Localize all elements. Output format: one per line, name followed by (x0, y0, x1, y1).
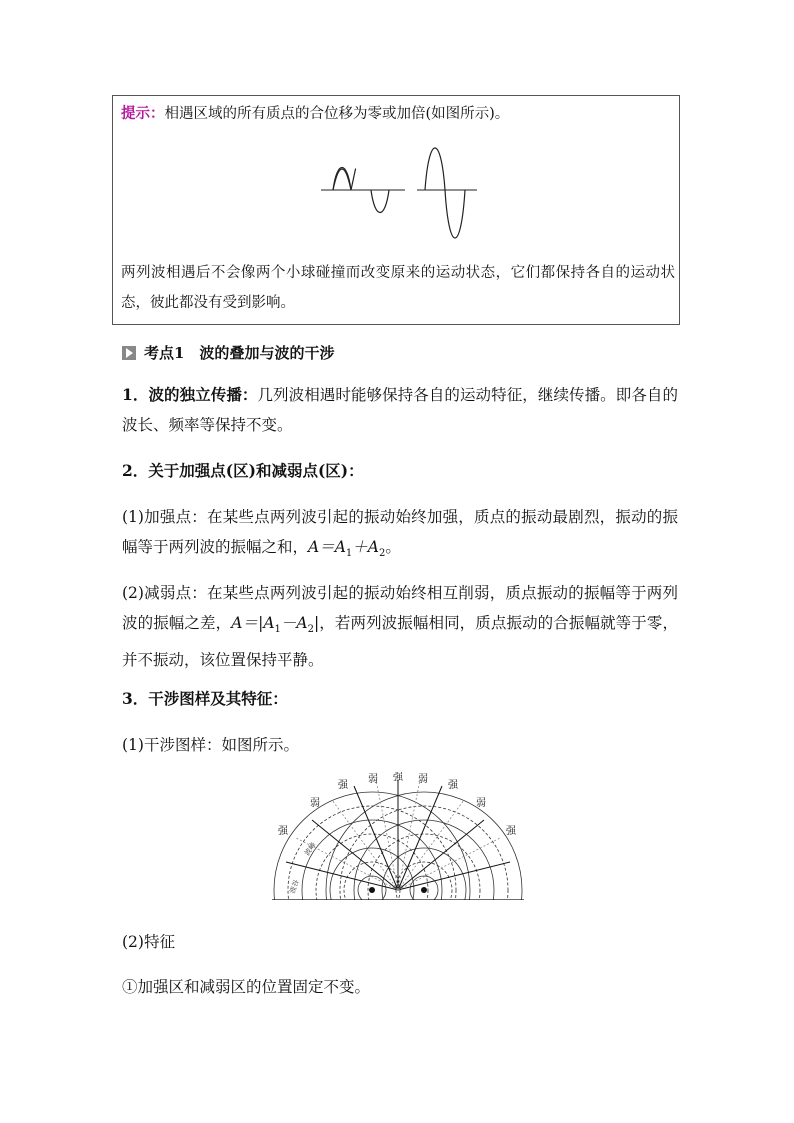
paragraph-8 (122, 972, 678, 1002)
interference-pattern-figure (272, 772, 524, 902)
hint-text: 相遇区域的所有质点的合位移为零或加倍(如图所示)。 (164, 106, 510, 122)
wave-superposition-figure (317, 140, 487, 246)
p3-text: (1)加强点：在某些点两列波引起的振动始终加强，质点的振动最剧烈，振动的振幅等于两列波的振幅之和， (122, 508, 678, 556)
paragraph-4 (122, 578, 678, 675)
p4-formula: A＝|A (231, 614, 275, 632)
p8-text: ①加强区和减弱区的位置固定不变。 (122, 978, 371, 996)
p3-plus: ＋A (352, 538, 379, 556)
p4-text: (2)减弱点：在某些点两列波引起的振动始终相互削弱，质点振动的振幅等于两列波的振幅之差， (122, 584, 678, 632)
hint-paragraph: 两列波相遇后不会像两个小球碰撞而改变原来的运动状态，它们都保持各自的运动状态，彼此都没有受到影响。 (121, 265, 675, 311)
p3-formula: A＝A (308, 538, 346, 556)
p1-head: 1．波的独立传播： (122, 385, 258, 404)
fig-label-6: 强 (448, 780, 458, 791)
fig-label-1: 弱 (310, 798, 320, 809)
p3-sub1: 1 (345, 548, 353, 560)
paragraph-6 (122, 730, 678, 760)
p1-text: 几列波相遇时能够保持各自的运动特征，继续传播。即各自的波长、频率等保持不变。 (122, 386, 678, 434)
p4-sub1: 1 (274, 624, 281, 636)
p4-minus: －A (280, 614, 308, 632)
hint-line (121, 102, 509, 123)
p4-mid: |， (313, 614, 335, 632)
fig-label-2: 强 (338, 780, 348, 791)
paragraph-7 (122, 927, 678, 957)
hint-box (112, 95, 680, 325)
paragraph-1 (122, 380, 678, 440)
p6-text: (1)干涉图样：如图所示。 (122, 736, 299, 754)
fig-label-0: 强 (278, 826, 288, 837)
hint-label: 提示： (121, 105, 165, 122)
p5-head: 3．干涉图样及其特征： (122, 689, 288, 708)
fig-label-8: 强 (506, 826, 516, 837)
p3-sub2: 2 (378, 548, 386, 560)
section-heading (122, 342, 334, 363)
p2-head: 2．关于加强点(区)和减弱点(区)： (122, 461, 364, 480)
p7-text: (2)特征 (122, 933, 175, 951)
p4-sub2: 2 (307, 624, 314, 636)
fig-side-label-1: 波峰 (303, 841, 318, 858)
paragraph-3 (122, 502, 678, 569)
paragraph-5 (122, 684, 678, 714)
p4-text2: 若两列波振幅相同，质点振动的合振幅就等于零，并不振动，该位置保持平静。 (122, 614, 678, 670)
fig-label-4: 强 (393, 772, 403, 783)
fig-side-label-0: 波谷 (288, 878, 301, 895)
fig-label-3: 弱 (368, 774, 378, 785)
fig-label-5: 弱 (418, 774, 428, 785)
section-title: 考点1 波的叠加与波的干涉 (144, 344, 335, 362)
paragraph-2 (122, 456, 678, 486)
play-triangle-icon (122, 346, 136, 360)
p3-end: 。 (385, 538, 401, 556)
fig-label-7: 弱 (476, 798, 486, 809)
